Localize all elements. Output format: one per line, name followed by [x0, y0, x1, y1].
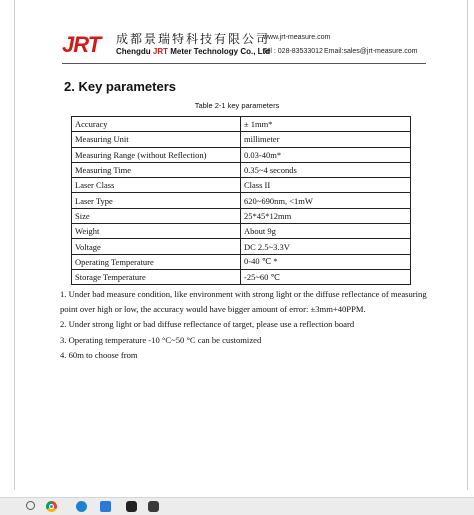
company-name-english: Chengdu JRT Meter Technology Co., Ltd [116, 47, 271, 56]
parameter-name: Voltage [72, 239, 241, 254]
search-icon[interactable] [26, 501, 35, 510]
table-row [72, 269, 411, 284]
note-1: 1. Under bad measure condition, like environment with strong light or the diffuse reflectance of measuring point over high or low, the accuracy would have bigger amount of error: ±3mm+40PPM. [60, 289, 427, 315]
table-row [72, 193, 411, 208]
parameter-name: Laser Class [72, 178, 241, 193]
notes-block [60, 287, 432, 363]
parameter-value: millimeter [241, 132, 411, 147]
parameter-name: Measuring Unit [72, 132, 241, 147]
table-row [72, 208, 411, 223]
parameter-value: About 9g [241, 224, 411, 239]
letterhead [62, 30, 462, 64]
company-name-chinese: 成都景瑞特科技有限公司 [116, 32, 271, 46]
table-caption: Table 2-1 key parameters [194, 101, 280, 110]
jrt-logo: JRT [62, 32, 101, 57]
table-row [72, 117, 411, 132]
company-phone: Tel : 028-83533012 [263, 48, 323, 55]
parameter-value: 0.03-40m* [241, 147, 411, 162]
parameter-name: Laser Type [72, 193, 241, 208]
company-email: Email:sales@jrt-measure.com [324, 48, 418, 55]
header-divider [62, 63, 426, 64]
parameter-value: 0-40 ℃ * [241, 254, 411, 269]
app-icon[interactable] [148, 501, 159, 512]
note-3: 3. Operating temperature -10 °C~50 °C can be customized [60, 334, 262, 345]
taskbar [0, 497, 474, 515]
file-explorer-icon[interactable] [100, 501, 111, 512]
table-row [72, 224, 411, 239]
table-row [72, 254, 411, 269]
company-website: www.jrt-measure.com [263, 34, 331, 41]
table-row [72, 162, 411, 177]
parameter-value: 620~690nm, <1mW [241, 193, 411, 208]
parameter-value: -25~60 ℃ [241, 269, 411, 284]
parameter-value: Class II [241, 178, 411, 193]
parameter-name: Storage Temperature [72, 269, 241, 284]
parameter-name: Operating Temperature [72, 254, 241, 269]
note-4: 4. 60m to choose from [60, 349, 138, 360]
parameter-name: Accuracy [72, 117, 241, 132]
key-parameters-table [71, 116, 411, 285]
parameter-name: Size [72, 208, 241, 223]
parameter-name: Measuring Time [72, 162, 241, 177]
parameter-value: 0.35~4 seconds [241, 162, 411, 177]
parameter-value: DC 2.5~3.3V [241, 239, 411, 254]
parameter-value: 25*45*12mm [241, 208, 411, 223]
app-icon[interactable] [126, 501, 137, 512]
page-left-border [14, 0, 15, 490]
table-row [72, 147, 411, 162]
chrome-icon[interactable] [46, 501, 57, 512]
edge-icon[interactable] [76, 501, 87, 512]
parameter-name: Measuring Range (without Reflection) [72, 147, 241, 162]
parameter-name: Weight [72, 224, 241, 239]
page-right-border [467, 0, 468, 490]
table-row [72, 239, 411, 254]
section-title: 2. Key parameters [64, 79, 177, 94]
table-row [72, 132, 411, 147]
note-2: 2. Under strong light or bad diffuse reflectance of target, please use a reflection board [60, 319, 355, 330]
table-row [72, 178, 411, 193]
parameter-value: ± 1mm* [241, 117, 411, 132]
